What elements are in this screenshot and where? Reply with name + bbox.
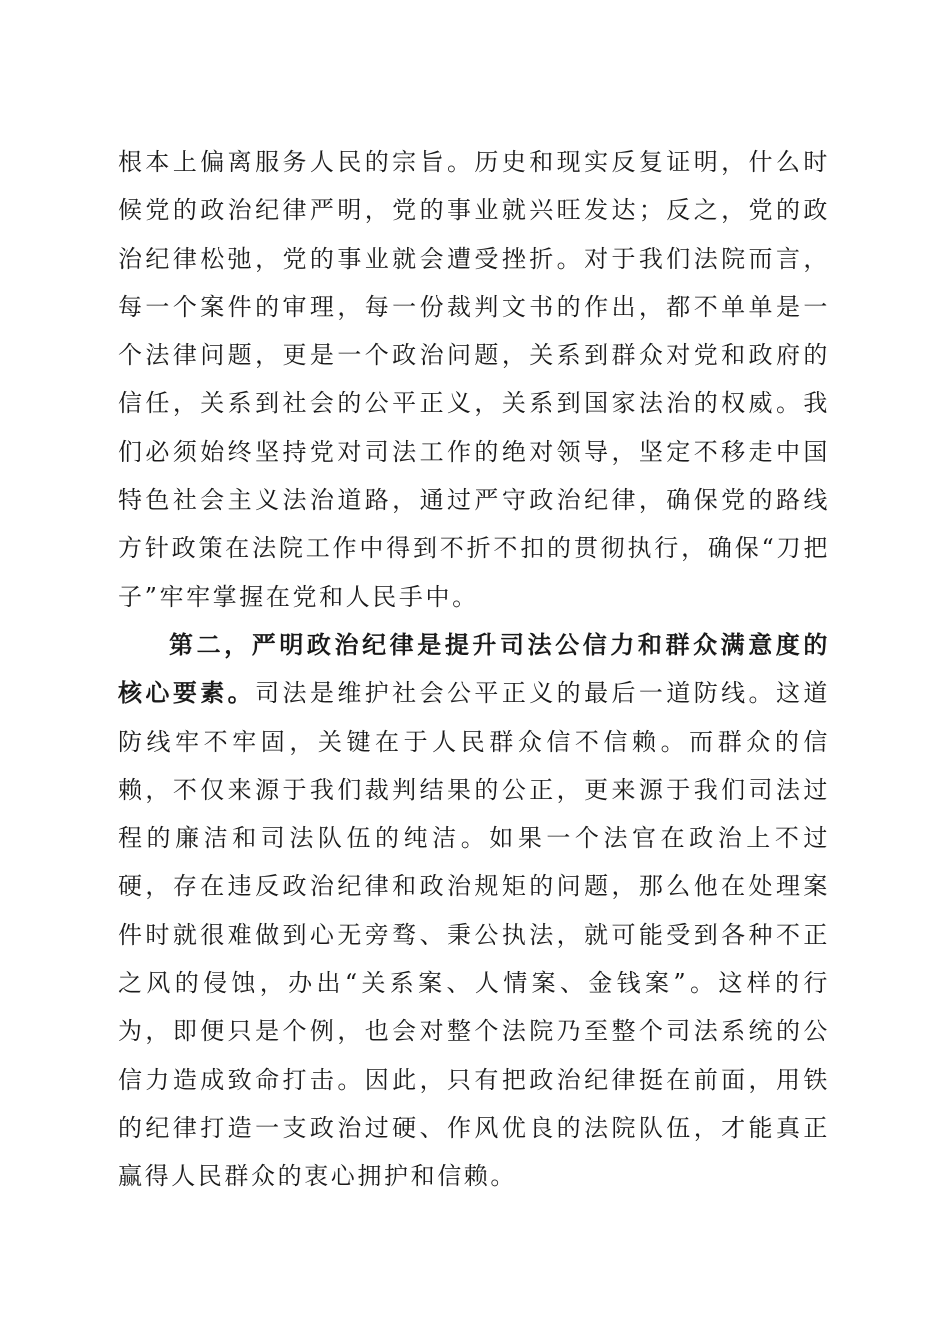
document-body <box>118 138 830 1201</box>
paragraph-continuation: 根本上偏离服务人民的宗旨。历史和现实反复证明，什么时候党的政治纪律严明，党的事业就兴旺发达；反之，党的政治纪律松弛，党的事业就会遭受挫折。对于我们法院而言，每一个案件的审理，每一份裁判文书的作出，都不单单是一个法律问题，更是一个政治问题，关系到群众对党和政府的信任，关系到社会的公平正义，关系到国家法治的权威。我们必须始终坚持党对司法工作的绝对领导，坚定不移走中国特色社会主义法治道路，通过严守政治纪律，确保党的路线方针政策在法院工作中得到不折不扣的贯彻执行，确保“刀把子”牢牢掌握在党和人民手中。 <box>118 148 830 611</box>
paragraph-second-point <box>118 621 830 1201</box>
paragraph-body: 司法是维护社会公平正义的最后一道防线。这道防线牢不牢固，关键在于人民群众信不信赖。而群众的信赖，不仅来源于我们裁判结果的公正，更来源于我们司法过程的廉洁和司法队伍的纯洁。如果一个法官在政治上不过硬，存在违反政治纪律和政治规矩的问题，那么他在处理案件时就很难做到心无旁骛、秉公执法，就可能受到各种不正之风的侵蚀，办出“关系案、人情案、金钱案”。这样的行为，即便只是个例，也会对整个法院乃至整个司法系统的公信力造成致命打击。因此，只有把政治纪律挺在前面，用铁的纪律打造一支政治过硬、作风优良的法院队伍，才能真正赢得人民群众的衷心拥护和信赖。 <box>118 679 830 1191</box>
paragraph-heading: 第二，严明政治纪律是提升司法公信力和群众满意度的核心要素。 <box>118 629 830 708</box>
